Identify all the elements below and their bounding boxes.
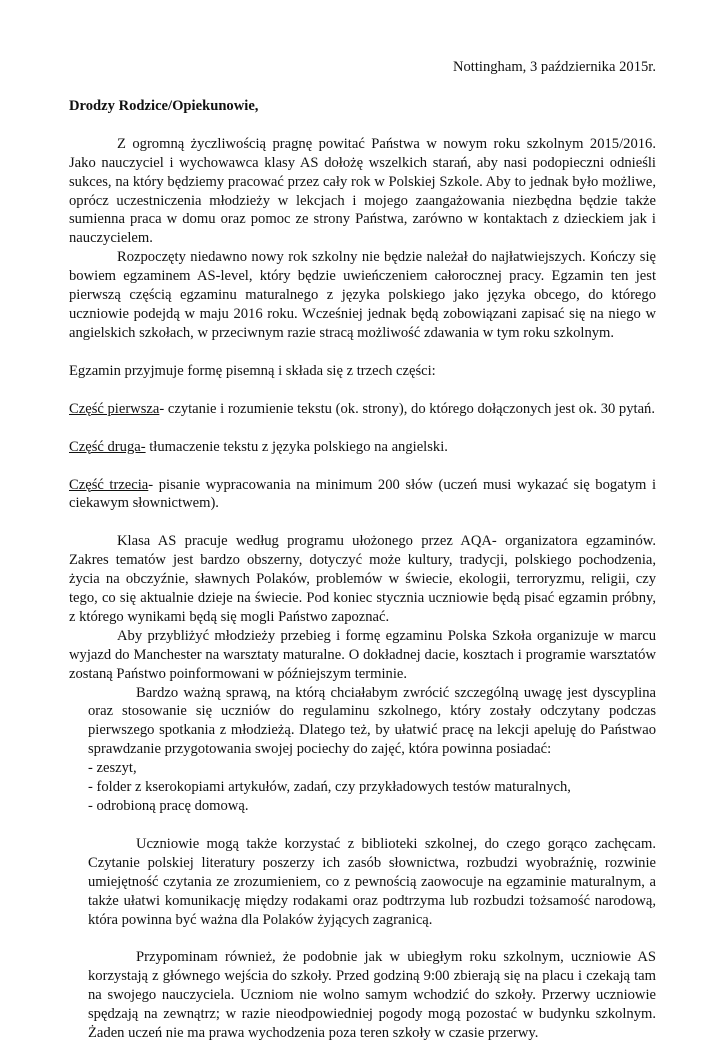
paragraph-library: Uczniowie mogą także korzystać z biblioteki szkolnej, do czego gorąco zachęcam. Czytanie polskiej literatury poszerzy ich zasób słownictwa, rozbudzi wyobraźnię, rozwinie umiejętność czytania ze zrozumieniem, co z pewnością zaowocuje na egzaminie maturalnym, a także ułatwi komunikację między rodakami oraz podtrzyma lub rozbudzi tożsamość narodową, która powinna być ważna dla Polaków żyjących zagranicą.: [88, 835, 656, 928]
required-items-list: [88, 759, 656, 816]
exam-part-two: [69, 438, 656, 457]
paragraph-welcome: Z ogromną życzliwością pragnę powitać Państwa w nowym roku szkolnym 2015/2016. Jako nauczyciel i wychowawca klasy AS dołożę wszelkich starań, aby nasi podopieczni odnieśli sukces, na który będziemy pracować przez cały rok w Polskiej Szkole. Aby to jednak było możliwe, oprócz uczestniczenia młodzieży w lekcjach i mojego zaangażowania niezbędna będzie także sumienna praca w domu oraz pomoc ze strony Państwa, zarówno w kontaktach z dzieckiem jak i nauczycielem.: [69, 135, 656, 247]
part-three-text: - pisanie wypracowania na minimum 200 słów (uczeń musi wykazać się bogatym i ciekawym słownictwem).: [69, 476, 656, 512]
discipline-section: [88, 684, 656, 1043]
salutation: Drodzy Rodzice/Opiekunowie,: [69, 97, 259, 114]
dateline: Nottingham, 3 października 2015r.: [452, 59, 656, 75]
paragraph-exam-form: Egzamin przyjmuje formę pisemną i składa się z trzech części:: [69, 362, 436, 379]
list-item: - folder z kserokopiami artykułów, zadań, czy przykładowych testów maturalnych,: [88, 779, 571, 796]
paragraph-school-entrance: Przypominam również, że podobnie jak w ubiegłym roku szkolnym, uczniowie AS korzystają z głównego wejścia do szkoły. Przed godziną 9:00 zbierają się na placu i czekają tam na swojego nauczyciela. Uczniom nie wolno samym wchodzić do szkoły. Przerwy uczniowie spędzają na zewnątrz; w razie nieodpowiedniej pogody mogą pozostać w budynku szkolnym. Żaden uczeń nie ma prawa wychodzenia poza teren szkoły w czasie przerwy.: [88, 949, 656, 1042]
paragraph-workshops: Aby przybliżyć młodzieży przebieg i formę egzaminu Polska Szkoła organizuje w marcu wyjazd do Manchester na warsztaty maturalne. O dokładnej dacie, kosztach i programie warsztatów zostaną Państwo poinformowani w późniejszym terminie.: [69, 627, 656, 682]
list-item: - odrobioną pracę domową.: [88, 798, 249, 814]
list-item: - zeszyt,: [88, 760, 137, 777]
part-two-label: Część druga-: [69, 438, 146, 455]
part-one-label: Część pierwsza: [69, 400, 160, 417]
part-one-text: - czytanie i rozumienie tekstu (ok. strony), do którego dołączonych jest ok. 30 pytań.: [159, 400, 656, 417]
part-two-text: tłumaczenie tekstu z języka polskiego na angielski.: [145, 438, 448, 455]
paragraph-exam-intro: Rozpoczęty niedawno nowy rok szkolny nie będzie należał do najłatwiejszych. Kończy się bowiem egzaminem AS-level, który będzie uwieńczeniem całorocznej pracy. Egzamin ten jest pierwszą częścią egzaminu maturalnego z języka polskiego jako języka obcego, do którego uczniowie podejdą w maju 2016 roku. Wcześniej jednak będą zobowiązani zapisać się na niego w angielskich szkołach, w przeciwnym razie stracą możliwość zdawania w tym roku szkolnym.: [69, 249, 656, 341]
part-three-label: Część trzecia: [69, 476, 149, 493]
paragraph-curriculum: Klasa AS pracuje według programu ułożonego przez AQA- organizatora egzaminów. Zakres tematów jest bardzo obszerny, dotyczyć może kultury, tradycji, polskiego pochodzenia, życia na obczyźnie, sławnych Polaków, problemów w świecie, ekologii, terroryzmu, religii, czy tego, co się aktualnie dzieje na świecie. Pod koniec stycznia uczniowie będą pisać egzamin próbny, z którego wynikami będą się mogli Państwo zapoznać.: [69, 533, 656, 625]
exam-part-one: [69, 400, 656, 419]
exam-part-three: [69, 476, 656, 514]
paragraph-discipline: Bardzo ważną sprawą, na którą chciałabym zwrócić szczególną uwagę jest dyscyplina oraz stosowanie się uczniów do regulaminu szkolnego, który zostały odczytany podczas pierwszego spotkania z młodzieżą. Dlatego też, by ułatwić pracę na lekcji apeluję do Państwao sprawdzanie przygotowania swojej pociechy do zajęć, która powinna posiadać:: [88, 684, 656, 758]
